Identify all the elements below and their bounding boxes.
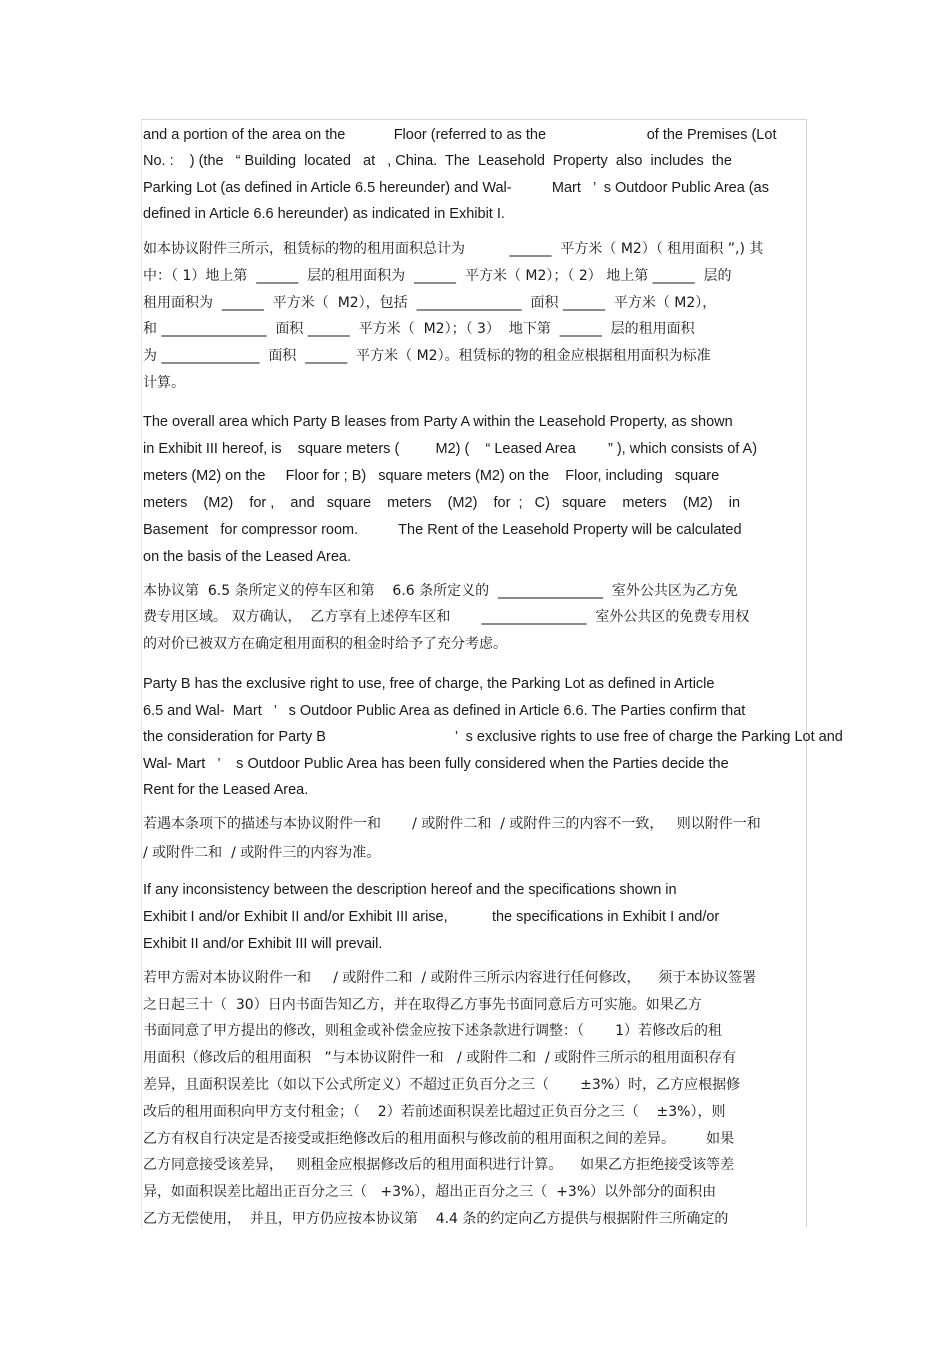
text-line: 用面积（修改后的租用面积 ”与本协议附件一和 / 或附件二和 / 或附件三所示的租用面积存有 <box>143 1050 737 1066</box>
text-line: the consideration for Party B ’ s exclusive rights to use free of charge the Parking Lot and <box>143 729 843 745</box>
text-line: 书面同意了甲方提出的修改，则租金或补偿金应按下述条款进行调整：（ 1）若修改后的租 <box>143 1023 723 1039</box>
text-line: and a portion of the area on the Floor (referred to as the of the Premises (Lot <box>143 127 777 143</box>
text-line: Basement for compressor room. The Rent of the Leasehold Property will be calculated <box>143 522 742 538</box>
text-line: 异，如面积误差比超出正百分之三（ +3%），超出正百分之三（ +3%）以外部分的面积由 <box>143 1184 717 1200</box>
text-line: Parking Lot (as defined in Article 6.5 hereunder) and Wal- Mart ’ s Outdoor Public Area (as <box>143 180 769 196</box>
text-line: 租用面积为 ______ 平方米（ M2），包括 _______________ 面积 ______ 平方米（ M2）， <box>143 295 717 311</box>
text-line: 和 _______________ 面积 ______ 平方米（ M2）；（ 3） 地下第 ______ 层的租用面积 <box>143 321 695 337</box>
text-line: on the basis of the Leased Area. <box>143 549 351 565</box>
text-line: If any inconsistency between the description hereof and the specifications shown in <box>143 882 677 898</box>
text-line: / 或附件二和 / 或附件三的内容为准。 <box>143 845 381 861</box>
text-line: Rent for the Leased Area. <box>143 782 309 798</box>
text-line: 乙方有权自行决定是否接受或拒绝修改后的租用面积与修改前的租用面积之间的差异。 如果 <box>143 1131 735 1147</box>
text-line: No. : ) (the “ Building located at , China. The Leasehold Property also includes the <box>143 153 732 169</box>
text-line: Exhibit II and/or Exhibit III will prevail. <box>143 936 383 952</box>
text-line: meters (M2) on the Floor for ; B) square meters (M2) on the Floor, including square <box>143 468 720 484</box>
text-line: in Exhibit III hereof, is square meters ( M2) ( “ Leased Area ” ), which consists of A) <box>143 441 758 457</box>
text-line: 本协议第 6.5 条所定义的停车区和第 6.6 条所定义的 _______________ 室外公共区为乙方免 <box>143 583 738 599</box>
text-line: 6.5 and Wal- Mart ’ s Outdoor Public Area as defined in Article 6.6. The Parties confirm that <box>143 703 746 719</box>
text-line: 若遇本条项下的描述与本协议附件一和 / 或附件二和 / 或附件三的内容不一致， 则以附件一和 <box>143 816 761 832</box>
page-border-top <box>141 119 807 120</box>
text-line: 费专用区域。 双方确认， 乙方享有上述停车区和 _______________ 室外公共区的免费专用权 <box>143 609 750 625</box>
text-line: 计算。 <box>143 375 185 391</box>
text-line: 为 ______________ 面积 ______ 平方米（ M2）。租赁标的物的租金应根据租用面积为标准 <box>143 348 711 364</box>
page-border-right <box>806 119 807 1227</box>
text-line: defined in Article 6.6 hereunder) as indicated in Exhibit I. <box>143 206 505 222</box>
text-line: 中：（ 1）地上第 ______ 层的租用面积为 ______ 平方米（ M2）；（ 2） 地上第 ______ 层的 <box>143 268 732 284</box>
page-border-left <box>141 119 142 1227</box>
text-line: 乙方同意接受该差异， 则租金应根据修改后的租用面积进行计算。 如果乙方拒绝接受该等差 <box>143 1157 735 1173</box>
text-line: 的对价已被双方在确定租用面积的租金时给予了充分考虑。 <box>143 636 507 652</box>
text-line: 乙方无偿使用， 并且，甲方仍应按本协议第 4.4 条的约定向乙方提供与根据附件三所确定的 <box>143 1211 729 1227</box>
text-line: Party B has the exclusive right to use, free of charge, the Parking Lot as defined in Article <box>143 676 715 692</box>
text-line: Wal- Mart ’ s Outdoor Public Area has been fully considered when the Parties decide the <box>143 756 729 772</box>
text-line: 改后的租用面积向甲方支付租金；（ 2）若前述面积误差比超过正负百分之三（ ±3%），则 <box>143 1104 726 1120</box>
text-line: 之日起三十（ 30）日内书面告知乙方，并在取得乙方事先书面同意后方可实施。如果乙方 <box>143 997 702 1013</box>
text-line: The overall area which Party B leases from Party A within the Leasehold Property, as shown <box>143 414 733 430</box>
text-line: 如本协议附件三所示，租赁标的物的租用面积总计为 ______ 平方米（ M2）（ 租用面积 ”,) 其 <box>143 241 764 257</box>
text-line: meters (M2) for , and square meters (M2) for ; C) square meters (M2) in <box>143 495 741 511</box>
text-line: 差异，且面积误差比（如以下公式所定义）不超过正负百分之三（ ±3%）时，乙方应根据修 <box>143 1077 741 1093</box>
text-line: Exhibit I and/or Exhibit II and/or Exhibit III arise, the specifications in Exhibit I and/or <box>143 909 720 925</box>
text-line: 若甲方需对本协议附件一和 / 或附件二和 / 或附件三所示内容进行任何修改， 须于本协议签署 <box>143 970 757 986</box>
